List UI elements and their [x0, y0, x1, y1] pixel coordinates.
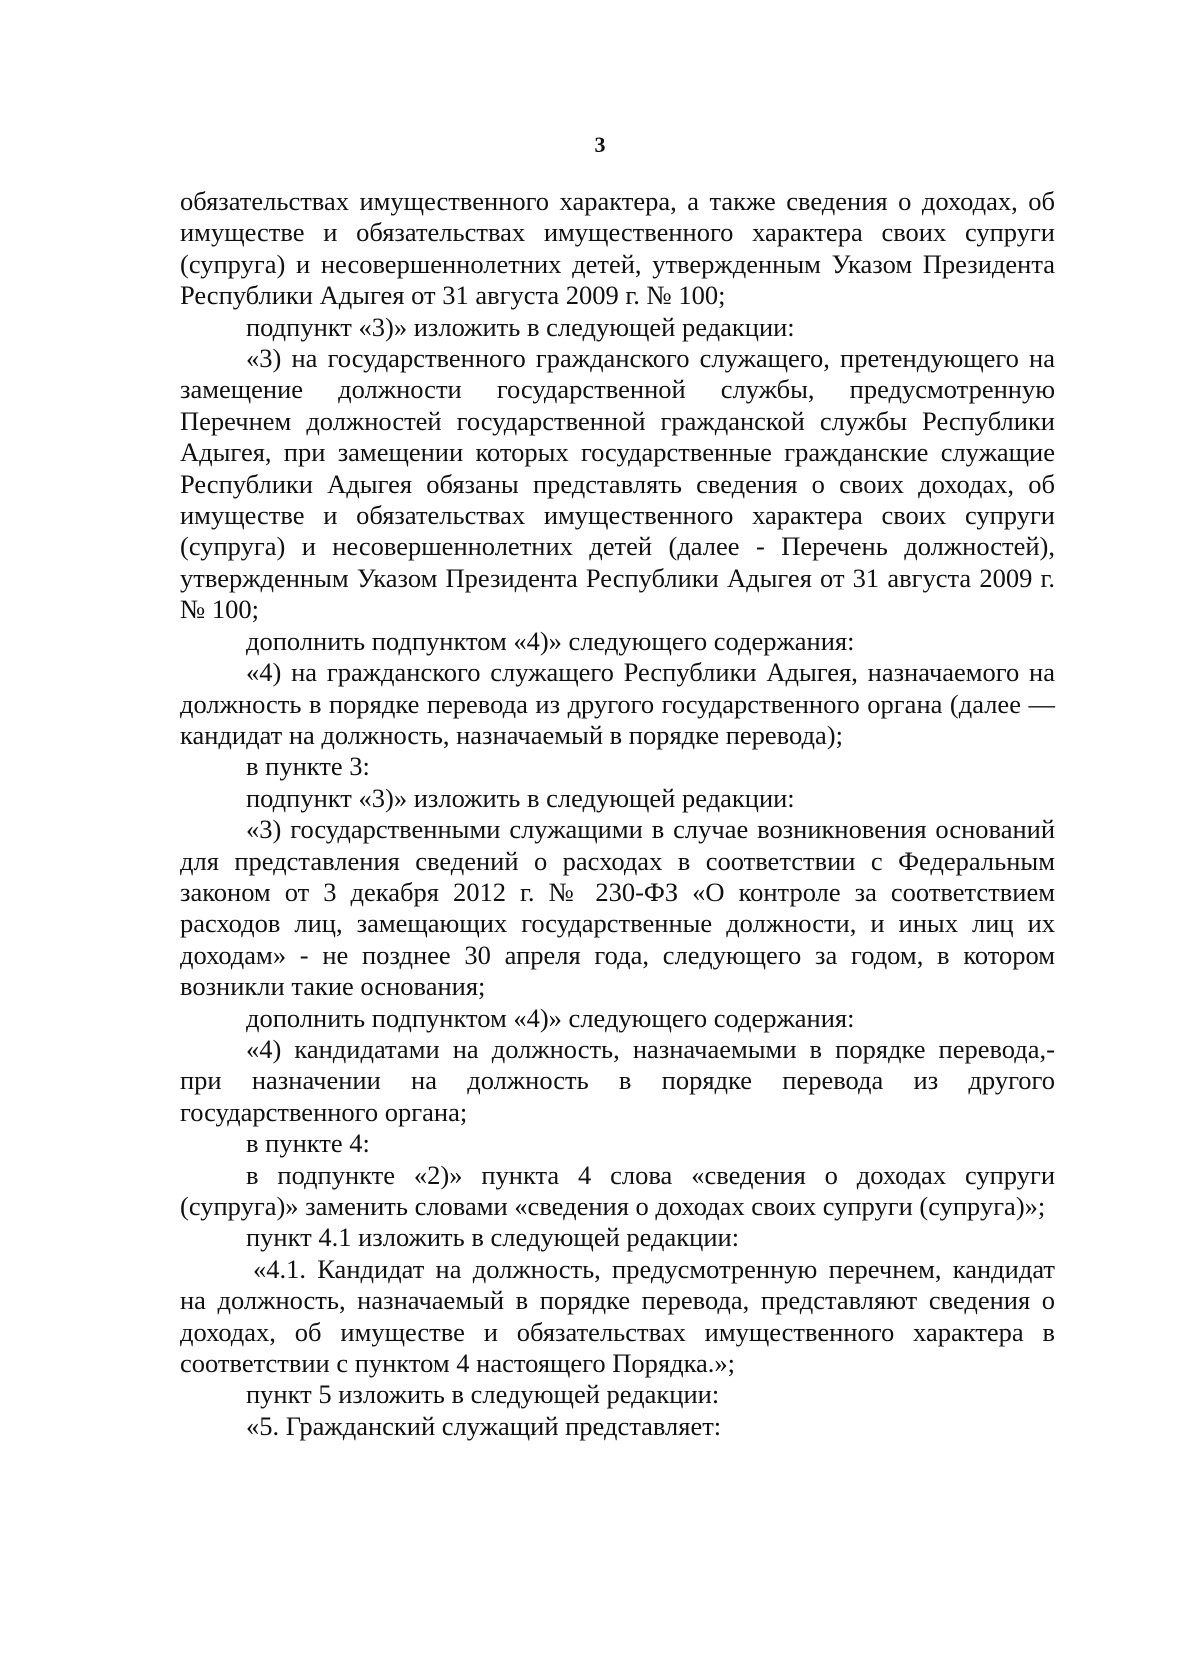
- paragraph: пункт 5 изложить в следующей редакции:: [246, 1379, 720, 1410]
- paragraph: подпункт «3)» изложить в следующей редакции:: [246, 311, 795, 342]
- paragraph: в пункте 4:: [246, 1128, 370, 1159]
- paragraph: пункт 4.1 изложить в следующей редакции:: [246, 1222, 740, 1253]
- paragraph: «3) государственными служащими в случае возникновения оснований для представления сведений о расходах в соответствии с Федеральным законом от 3 декабря 2012 г. № 230-ФЗ «О контроле за соответствием расходов лиц, замещающих государственные должности, и иных лиц их доходам» - не позднее 30 апреля года, следующего за годом, в котором возникли такие основания;: [180, 814, 1055, 1002]
- paragraph: в подпункте «2)» пункта 4 слова «сведения о доходах супруги (супруга)» заменить словами «сведения о доходах своих супруги (супруга)»;: [180, 1159, 1055, 1221]
- paragraph: «3) на государственного гражданского служащего, претендующего на замещение должности государственной службы, предусмотренную Перечнем должностей государственной гражданской службы Республики Адыгея, при замещении которых государственные гражданские служащие Республики Адыгея обязаны представлять сведения о своих доходах, об имуществе и обязательствах имущественного характера своих супруги (супруга) и несовершеннолетних детей (далее - Перечень должностей), утвержденным Указом Президента Республики Адыгея от 31 августа 2009 г. № 100;: [180, 343, 1055, 625]
- paragraph: «5. Гражданский служащий представляет:: [246, 1410, 722, 1441]
- paragraph: «4) на гражданского служащего Республики Адыгея, назначаемого на должность в порядке перевода из другого государственного органа (далее — кандидат на должность, назначаемый в порядке перевода);: [180, 657, 1055, 750]
- paragraph: обязательствах имущественного характера, а также сведения о доходах, об имуществе и обязательствах имущественного характера своих супруги (супруга) и несовершеннолетних детей, утвержденным Указом Президента Республики Адыгея от 31 августа 2009 г. № 100;: [180, 186, 1055, 311]
- paragraph: «4.1. Кандидат на должность, предусмотренную перечнем, кандидат на должность, назначаемый в порядке перевода, представляют сведения о доходах, об имуществе и обязательствах имущественного характера в соответствии с пунктом 4 настоящего Порядка.»;: [180, 1253, 1055, 1379]
- paragraph: «4) кандидатами на должность, назначаемыми в порядке перевода,- при назначении на должность в порядке перевода из другого государственного органа;: [180, 1033, 1055, 1127]
- paragraph: подпункт «3)» изложить в следующей редакции:: [246, 782, 795, 813]
- paragraph: дополнить подпунктом «4)» следующего содержания:: [246, 625, 855, 656]
- document-body: [180, 186, 1055, 1442]
- paragraph: дополнить подпунктом «4)» следующего содержания:: [246, 1002, 855, 1033]
- paragraph: в пункте 3:: [246, 751, 370, 782]
- page-number: 3: [594, 132, 606, 157]
